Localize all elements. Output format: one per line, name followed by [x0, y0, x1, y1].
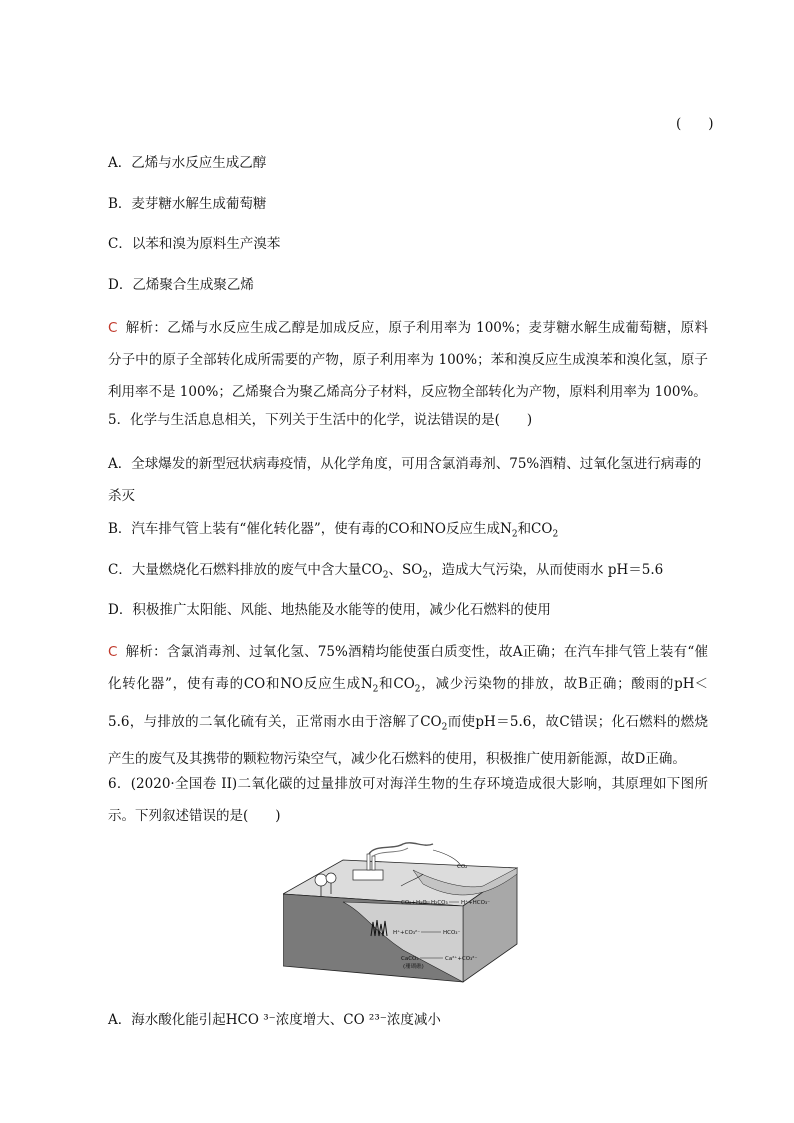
q5-analysis: C 解析：含氯消毒剂、过氧化氢、75%酒精均能使蛋白质变性，故A正确；在汽车排气管上装有“催化转化器”，使有毒的CO和NO反应生成$N_2$和$CO_2$，减少污染物的排放，故B正确；酸雨的pH＜5.6，与排放的二氧化硫有关，正常雨水由于溶解了$CO_2$而使pH＝5.6，故C错误；化石燃料的燃烧产生的废气及其携带的颗粒物污染空气，减少化石燃料的使用，积极推广使用新能源，故D正确。 [108, 644, 709, 768]
q6-stem: 6．(2020·全国卷 II)二氧化碳的过量排放可对海洋生物的生存环境造成很大影响，其原理如下图所示。下列叙述错误的是( ) [108, 776, 708, 824]
row3-right: Ca²⁺+CO₃²⁻ [445, 956, 478, 962]
q4-answer: C [108, 320, 118, 336]
q5-option-c: C．大量燃烧化石燃料排放的废气中含大量$CO_2$、$SO_2$，造成大气污染，从而使雨水 pH＝5.6 [108, 562, 664, 581]
question-4-paren: ( ) [676, 116, 714, 132]
q6-option-a: A．海水酸化能引起HCO ³⁻浓度增大、CO ²³⁻浓度减小 [108, 1012, 441, 1028]
factory-icon [353, 870, 383, 880]
row2-left: H⁺+CO₃²⁻ [393, 930, 421, 936]
q4-analysis [108, 312, 708, 408]
q5-answer: C [108, 644, 118, 660]
q5-stem: 5．化学与生活息息相关，下列关于生活中的化学，说法错误的是( ) [108, 412, 533, 428]
q4-option-d: D．乙烯聚合生成聚乙烯 [108, 277, 254, 293]
co2-label: CO₂ [457, 864, 468, 870]
q4-analysis-text: 解析：乙烯与水反应生成乙醇是加成反应，原子利用率为 100%；麦芽糖水解生成葡萄糖，原料分子中的原子全部转化成所需要的产物，原子利用率为 100%；苯和溴反应生成溴苯和溴化氢，原子利用率不是 100%；乙烯聚合为聚乙烯高分子材料，反应物全部转化为产物，原料利用率为 100%。 [108, 320, 708, 400]
q4-option-c: C．以苯和溴为原料生产溴苯 [108, 236, 281, 252]
q5-option-b: B．汽车排气管上装有“催化转化器”，使有毒的CO和NO反应生成$N_2$和$CO_2$ [108, 521, 559, 540]
row1-mid: H₂CO₃ [431, 900, 448, 906]
q4-option-b: B．麦芽糖水解生成葡萄糖 [108, 196, 267, 212]
row1-left: CO₂+H₂O [401, 900, 427, 906]
coral-label: (珊瑚礁) [403, 964, 424, 970]
row1-right: H⁺+HCO₃⁻ [461, 900, 491, 906]
row3-left: CaCO₃ [401, 956, 419, 962]
q5-option-d: D．积极推广太阳能、风能、地热能及水能等的使用，减少化石燃料的使用 [108, 602, 551, 618]
q4-option-a: A．乙烯与水反应生成乙醇 [108, 155, 267, 171]
q5-option-a: A．全球爆发的新型冠状病毒疫情，从化学角度，可用含氯消毒剂、75%酒精、过氧化氢进行病毒的杀灭 [108, 456, 702, 504]
row2-right: HCO₃⁻ [443, 930, 461, 936]
ocean-co2-diagram [283, 840, 523, 1000]
